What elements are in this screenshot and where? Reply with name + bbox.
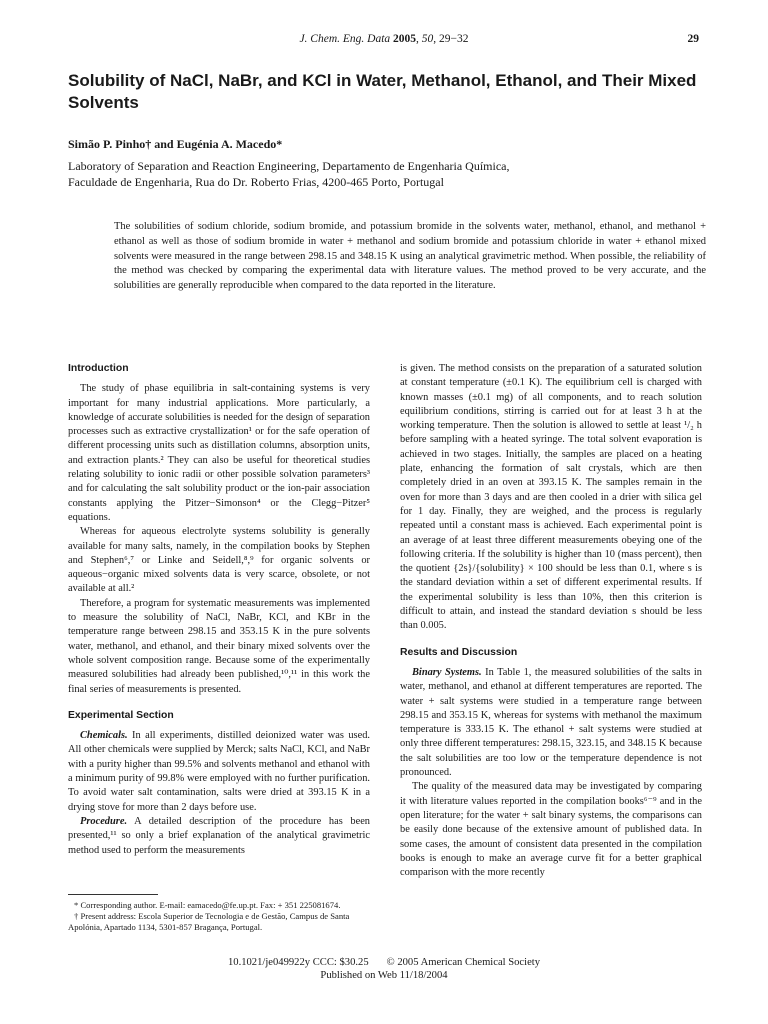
left-column [68, 362, 370, 858]
abstract: The solubilities of sodium chloride, sodium bromide, and potassium bromide in the solvents water, methanol, ethanol, and methanol + ethanol as well as those of sodium bromide in water + methanol and sodium bromide and potassium chloride in water + ethanol mixed solvents were measured in the range between 298.15 and 348.15 K using an analytical gravimetric method. When possible, the reliability of the method was checked by comparing the experimental data with literature values. The method proved to be very accurate, and the solubilities are generally reproducible when compared to the data reported in the literature. [114, 221, 706, 292]
running-head: J. Chem. Eng. Data 2005, 50, 29−32 [299, 33, 469, 45]
journal-volume: 50 [421, 33, 434, 45]
present-address-note: † Present address: Escola Superior de Tecnologia e de Gestão, Campus de Santa Apolónia, Apartado 1134, 5301-857 Bragança, Portugal. [68, 911, 350, 933]
binary-systems-label: Binary Systems. [412, 666, 482, 678]
binary-systems-text: In Table 1, the measured solubilities of the salts in water, methanol, and ethanol at different temperatures are reported. The water + salt systems were studied in a temperature range between 298.15 and 353.15 K, whereas for systems with methanol the maximum temperature is 333.15 K. The ethanol + salt systems were studied at only three different temperatures: 298.15, 323.15, and 348.15 K because the salt solubilities are too low or the temperature dependence is not pronounced. [400, 666, 702, 779]
footnotes [68, 900, 370, 934]
right-column [400, 362, 702, 880]
author-list: Simão P. Pinho† and Eugénia A. Macedo* [68, 137, 283, 151]
binary-systems-paragraph [400, 666, 702, 780]
affiliation [68, 158, 688, 190]
article-title: Solubility of NaCl, NaBr, and KCl in Water, Methanol, Ethanol, and Their Mixed Solvents [68, 71, 697, 112]
publication-date: Published on Web 11/18/2004 [320, 970, 448, 981]
introduction-heading: Introduction [68, 363, 129, 374]
introduction-paragraph-3: Therefore, a program for systematic measurements was implemented to measure the solubility of NaCl, NaBr, KCl, and KBr in the temperature range between 298.15 and 353.15 K in the pure solvents water, methanol, and ethanol, and their binary mixed solvents over the whole solvent composition range. Because some of the experimentally measured solubilities had already been published,¹⁰,¹¹ in this work the final series of measurements is presented. [68, 597, 370, 695]
corresponding-author-note: * Corresponding author. E-mail: eamacedo@fe.up.pt. Fax: + 351 225081674. [74, 900, 341, 910]
chemicals-paragraph [68, 729, 370, 815]
experimental-heading: Experimental Section [68, 709, 174, 721]
results-heading: Results and Discussion [400, 646, 518, 658]
chemicals-label: Chemicals. [80, 730, 128, 742]
doi-line [0, 957, 768, 968]
introduction-paragraph-2: Whereas for aqueous electrolyte systems solubility is generally available for many salts, namely, in the compilation books by Stephen and Stephen⁶,⁷ or Linke and Seidell,⁸,⁹ for organic solvents or aqueous−organic mixed solvents data is very scarce, obsolete, or not available at all.² [68, 526, 370, 595]
affiliation-line-1: Laboratory of Separation and Reaction Engineering, Departamento de Engenharia Química, [68, 159, 510, 173]
footnote-divider [68, 894, 158, 895]
journal-pages: 29−32 [439, 33, 469, 45]
procedure-text: A detailed description of the procedure has been presented,¹¹ so only a brief explanation of the analytical gravimetric method used to perform the measurements [68, 815, 370, 856]
introduction-paragraph-1: The study of phase equilibria in salt-containing systems is very important for many industrial applications. More particularly, a knowledge of accurate solubilities is needed for the design of separation processes such as extractive crystallization¹ or for the safe operation of different processing units such as distillation columns, absorption units, and extraction plants.² They can also be useful for theoretical studies relating solubility to ionic radii or other possible solvation parameters³ and for calculating the salt solubility product or the ion-pair association constants applying the Pitzer−Simonson⁴ or the Clegg−Pitzer⁵ equations. [68, 383, 370, 523]
procedure-paragraph [68, 815, 370, 858]
journal-year: 2005 [393, 33, 417, 45]
page-number: 29 [687, 33, 699, 45]
affiliation-line-2: Faculdade de Engenharia, Rua do Dr. Roberto Frias, 4200-465 Porto, Portugal [68, 175, 444, 189]
doi-code: 10.1021/je049922y CCC: $30.25 [227, 957, 369, 968]
results-paragraph-2: The quality of the measured data may be investigated by comparing it with literature values reported in the compilation books⁶⁻⁹ and in the open literature; for the water + salt binary systems, the comparisons can be easily done because of the extensive amount of published data. In some cases, the amount of consistent data presented in the compilation books is enough to make an average curve fit for a better graphical comparison with the more recently [400, 781, 702, 879]
journal-name: J. Chem. Eng. Data [299, 33, 391, 45]
copyright-notice: © 2005 American Chemical Society [386, 957, 541, 968]
procedure-continuation: is given. The method consists on the preparation of a saturated solution at constant temperature (±0.1 K). The equilibrium cell is charged with known masses (±0.1 mg) of all components, and to reach solution equilibrium conditions, stirring is carried out for at least 3 h at the working temperature. Then the solution is allowed to settle at least ¹/₂ h before sampling with a heated syringe. The total solvent evaporation is achieved in two stages. Initially, the samples are placed on a heating plate, enhancing the formation of salt crystals, which are then completely dried in an oven at 393.15 K. The samples remain in the oven for more than 3 days and are then cooled in a drier with silica gel for 1 day. Finally, they are weighed, and the process is regularly repeated until a constant mass is achieved. Each experimental point is an average of at least three different measurements obeying one of the following criteria. If the solubility is higher than 10 (mass percent), then the quotient {2s}/{solubility} × 100 should be less than 0.1, where s is the standard deviation within a set of different experimental results. If the experimental solubility is less than 10%, then this criterion is difficult to attain, and instead the standard deviation s should be less than 0.005. [400, 363, 702, 632]
procedure-label: Procedure. [80, 815, 128, 827]
chemicals-text: In all experiments, distilled deionized water was used. All other chemicals were supplied by Merck; salts NaCl, KCl, and NaBr with a purity higher than 99.5% and solvents methanol and ethanol with a minimum purity of 99.8% were employed with no further purification. To avoid water salt contamination, salts were dried at 393.15 K in a drying stove for more than 2 days before use. [68, 730, 370, 813]
